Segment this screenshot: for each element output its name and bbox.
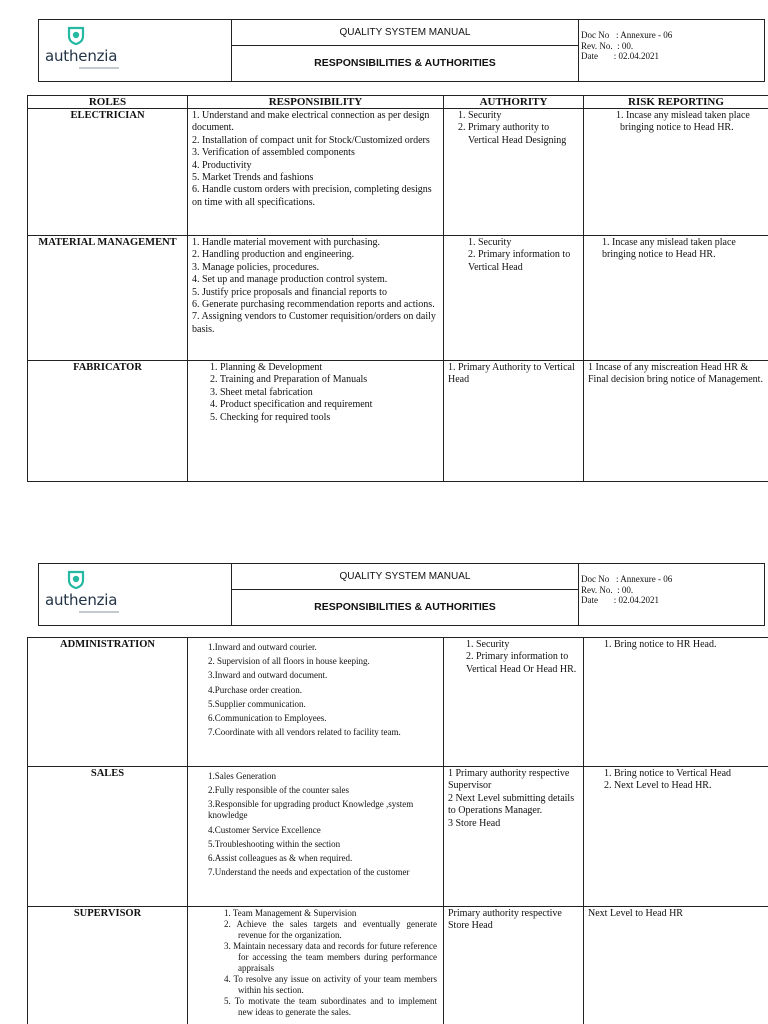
list-item: 4.Purchase order creation. (208, 684, 302, 695)
doc-date: Date : 02.04.2021 (581, 595, 659, 605)
role-cell: MATERIAL MANAGEMENT (28, 236, 188, 361)
list-item: 5. Checking for required tools (210, 411, 331, 423)
list-item: 1. Incase any mislead taken place bringing notice to Head HR. (616, 110, 750, 134)
logo-tagline (79, 67, 119, 69)
risk-cell (584, 767, 768, 907)
list-item: 5. Justify price proposals and financial reports to (192, 286, 387, 298)
logo-cell (39, 564, 232, 625)
list-item: 2. Next Level to Head HR. (604, 780, 712, 792)
list-item: 7.Coordinate with all vendors related to facility team. (208, 727, 401, 738)
role-cell: SALES (28, 767, 188, 907)
list-item: 4.Customer Service Excellence (208, 824, 321, 835)
doc-info (581, 574, 672, 606)
authenzia-logo-icon (66, 569, 86, 589)
risk-cell (584, 361, 768, 482)
list-item: 1. Security (466, 639, 510, 650)
risk-cell (584, 638, 768, 767)
authority-cell (444, 638, 584, 767)
responsibility-cell (188, 236, 444, 361)
col-header-roles: ROLES (28, 96, 188, 109)
doc-date: Date : 02.04.2021 (581, 51, 659, 61)
table-row (28, 236, 768, 361)
list-item: 2. Training and Preparation of Manuals (210, 374, 368, 386)
table-row (28, 638, 768, 767)
responsibility-cell (188, 361, 444, 482)
list-item: 2. Primary information to Vertical Head (468, 249, 571, 273)
list-item: 2 Next Level submitting details to Operations Manager. (448, 792, 575, 817)
list-item: 6.Communication to Employees. (208, 712, 327, 723)
list-item: 7.Understand the needs and expectation of the customer (208, 867, 410, 878)
authority-cell (444, 361, 584, 482)
list-item: 1. Planning & Development (210, 362, 323, 373)
col-header-authority: AUTHORITY (444, 96, 584, 109)
section-title: RESPONSIBILITIES & AUTHORITIES (314, 601, 496, 613)
list-item: 2. Installation of compact unit for Stock/Customized orders (192, 134, 430, 146)
role-cell: FABRICATOR (28, 361, 188, 482)
table-row (28, 907, 768, 1024)
role-cell: ADMINISTRATION (28, 638, 188, 767)
list-item: 6. Generate purchasing recommendation reports and actions. (192, 299, 435, 311)
manual-title: QUALITY SYSTEM MANUAL (232, 20, 578, 46)
list-item: 7. Assigning vendors to Customer requisition/orders on daily basis. (192, 311, 436, 335)
logo-text: authenzia (45, 591, 118, 609)
list-item: 2. Primary information to Vertical Head Or Head HR. (466, 651, 577, 675)
responsibility-cell (188, 767, 444, 907)
logo-text: authenzia (45, 47, 118, 65)
list-item: 1. Handle material movement with purchasing. (192, 237, 381, 248)
logo-cell (39, 20, 232, 81)
list-item: 3 Store Head (448, 817, 501, 829)
list-item: 1.Inward and outward courier. (208, 642, 317, 652)
document-header (38, 563, 765, 626)
list-item: 3.Inward and outward document. (208, 670, 328, 681)
table-header-row (28, 96, 768, 109)
col-header-responsibility: RESPONSIBILITY (188, 96, 444, 109)
manual-title: QUALITY SYSTEM MANUAL (232, 564, 578, 590)
responsibility-cell (188, 907, 444, 1024)
list-item: 2. Supervision of all floors in house keeping. (208, 656, 370, 667)
list-item: 6.Assist colleagues as & when required. (208, 852, 353, 863)
list-item: 4. Productivity (192, 159, 252, 171)
list-item: 1.Sales Generation (208, 771, 276, 781)
role-cell: SUPERVISOR (28, 907, 188, 1024)
table-row (28, 767, 768, 907)
list-item: 3. Verification of assembled components (192, 147, 355, 159)
rev-no: Rev. No. : 00. (581, 584, 634, 595)
list-item: 2. Achieve the sales targets and eventually generate revenue for the organization. (224, 919, 437, 940)
role-cell: ELECTRICIAN (28, 109, 188, 236)
list-item: Primary authority respective Store Head (448, 908, 562, 932)
list-item: 3.Responsible for upgrading product Knowledge ,system knowledge (208, 799, 414, 821)
col-header-risk: RISK REPORTING (584, 96, 768, 109)
list-item: 5.Supplier communication. (208, 698, 306, 709)
authority-cell (444, 907, 584, 1024)
logo-tagline (79, 611, 119, 613)
rev-no: Rev. No. : 00. (581, 40, 634, 51)
section-title: RESPONSIBILITIES & AUTHORITIES (314, 57, 496, 69)
list-item: 4. Product specification and requirement (210, 399, 373, 411)
list-item: 5. To motivate the team subordinates and to implement new ideas to generate the sales. (224, 996, 437, 1017)
authority-cell (444, 767, 584, 907)
list-item: 1. Security (458, 110, 502, 121)
responsibility-table-1 (27, 95, 768, 482)
authenzia-logo-icon (66, 25, 86, 45)
authority-cell (444, 236, 584, 361)
responsibility-cell (188, 109, 444, 236)
list-item: 5. Market Trends and fashions (192, 172, 314, 184)
list-item: 3. Manage policies, procedures. (192, 261, 320, 273)
responsibility-cell (188, 638, 444, 767)
list-item: 1. Team Management & Supervision (224, 908, 357, 918)
authority-cell (444, 109, 584, 236)
list-item: 1. Understand and make electrical connection as per design document. (192, 110, 430, 134)
list-item: 2. Handling production and engineering. (192, 249, 355, 261)
document-header (38, 19, 765, 82)
table-row (28, 361, 768, 482)
list-item: Next Level to Head HR (588, 908, 683, 919)
list-item: 4. To resolve any issue on activity of your team members within his section. (224, 974, 437, 995)
list-item: 1. Bring notice to HR Head. (604, 639, 717, 650)
list-item: 1. Security (468, 237, 512, 248)
list-item: 5.Troubleshooting within the section (208, 838, 341, 849)
list-item: 3. Maintain necessary data and records for future reference for accessing the team members during performance appraisals (224, 941, 437, 973)
doc-no: Doc No : Annexure - 06 (581, 574, 673, 584)
table-row (28, 109, 768, 236)
doc-info (581, 30, 672, 62)
list-item: 6. Handle custom orders with precision, completing designs on time with all specifications. (192, 184, 432, 208)
risk-cell (584, 907, 768, 1024)
responsibility-table-2 (27, 637, 768, 1024)
list-item: 1. Bring notice to Vertical Head (604, 768, 732, 779)
risk-cell (584, 236, 768, 361)
risk-cell (584, 109, 768, 236)
list-item: 4. Set up and manage production control system. (192, 274, 388, 286)
list-item: 1 Primary authority respective Supervisor (448, 768, 570, 792)
list-item: 1 Incase of any miscreation Head HR & Final decision bring notice of Management. (588, 362, 763, 386)
list-item: 2. Primary authority to Vertical Head Designing (458, 122, 567, 146)
list-item: 3. Sheet metal fabrication (210, 386, 313, 398)
list-item: 1. Incase any mislead taken place bringing notice to Head HR. (602, 237, 736, 261)
list-item: 1. Primary Authority to Vertical Head (448, 362, 575, 386)
doc-no: Doc No : Annexure - 06 (581, 30, 673, 40)
list-item: 2.Fully responsible of the counter sales (208, 785, 349, 796)
